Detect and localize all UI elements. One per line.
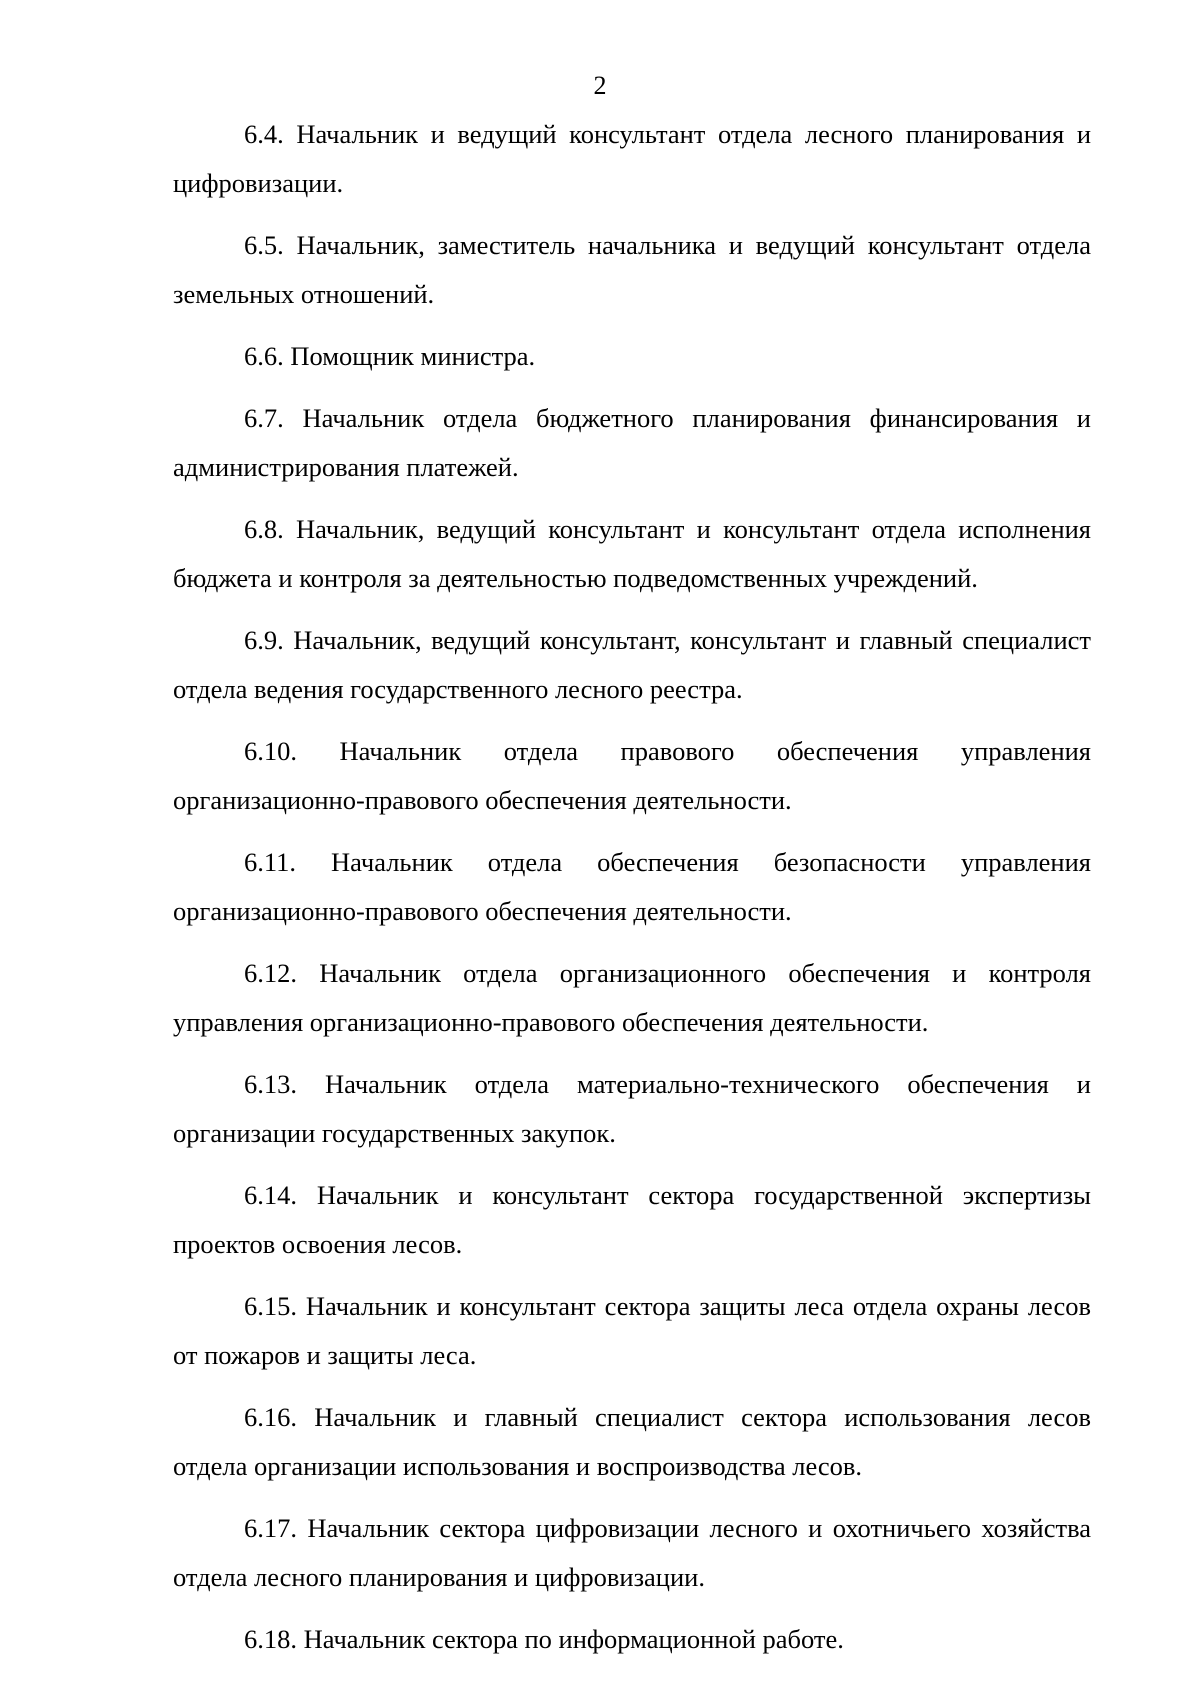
document-body — [173, 110, 1091, 1677]
list-item-6-11: 6.11. Начальник отдела обеспечения безопасности управления организационно-правового обеспечения деятельности. — [173, 847, 1091, 926]
list-item-6-14: 6.14. Начальник и консультант сектора государственной экспертизы проектов освоения лесов. — [173, 1180, 1091, 1259]
list-item-6-12: 6.12. Начальник отдела организационного обеспечения и контроля управления организационно-правового обеспечения деятельности. — [173, 958, 1091, 1037]
list-item-6-16: 6.16. Начальник и главный специалист сектора использования лесов отдела организации использования и воспроизводства лесов. — [173, 1402, 1091, 1481]
list-item-6-10: 6.10. Начальник отдела правового обеспечения управления организационно-правового обеспечения деятельности. — [173, 736, 1091, 815]
list-item-6-18: 6.18. Начальник сектора по информационной работе. — [244, 1624, 844, 1654]
list-item-6-7: 6.7. Начальник отдела бюджетного планирования финансирования и администрирования платежей. — [173, 403, 1091, 482]
page-number: 2 — [593, 71, 607, 100]
list-item-6-17: 6.17. Начальник сектора цифровизации лесного и охотничьего хозяйства отдела лесного планирования и цифровизации. — [173, 1513, 1091, 1592]
list-item-6-4: 6.4. Начальник и ведущий консультант отдела лесного планирования и цифровизации. — [173, 119, 1091, 198]
list-item-6-15: 6.15. Начальник и консультант сектора защиты леса отдела охраны лесов от пожаров и защиты леса. — [173, 1291, 1091, 1370]
list-item-6-13: 6.13. Начальник отдела материально-технического обеспечения и организации государственных закупок. — [173, 1069, 1091, 1148]
list-item-6-8: 6.8. Начальник, ведущий консультант и консультант отдела исполнения бюджета и контроля за деятельностью подведомственных учреждений. — [173, 514, 1091, 593]
list-item-6-6: 6.6. Помощник министра. — [244, 341, 536, 371]
list-item-6-5: 6.5. Начальник, заместитель начальника и ведущий консультант отдела земельных отношений. — [173, 230, 1091, 309]
list-item-6-9: 6.9. Начальник, ведущий консультант, консультант и главный специалист отдела ведения государственного лесного реестра. — [173, 625, 1091, 704]
